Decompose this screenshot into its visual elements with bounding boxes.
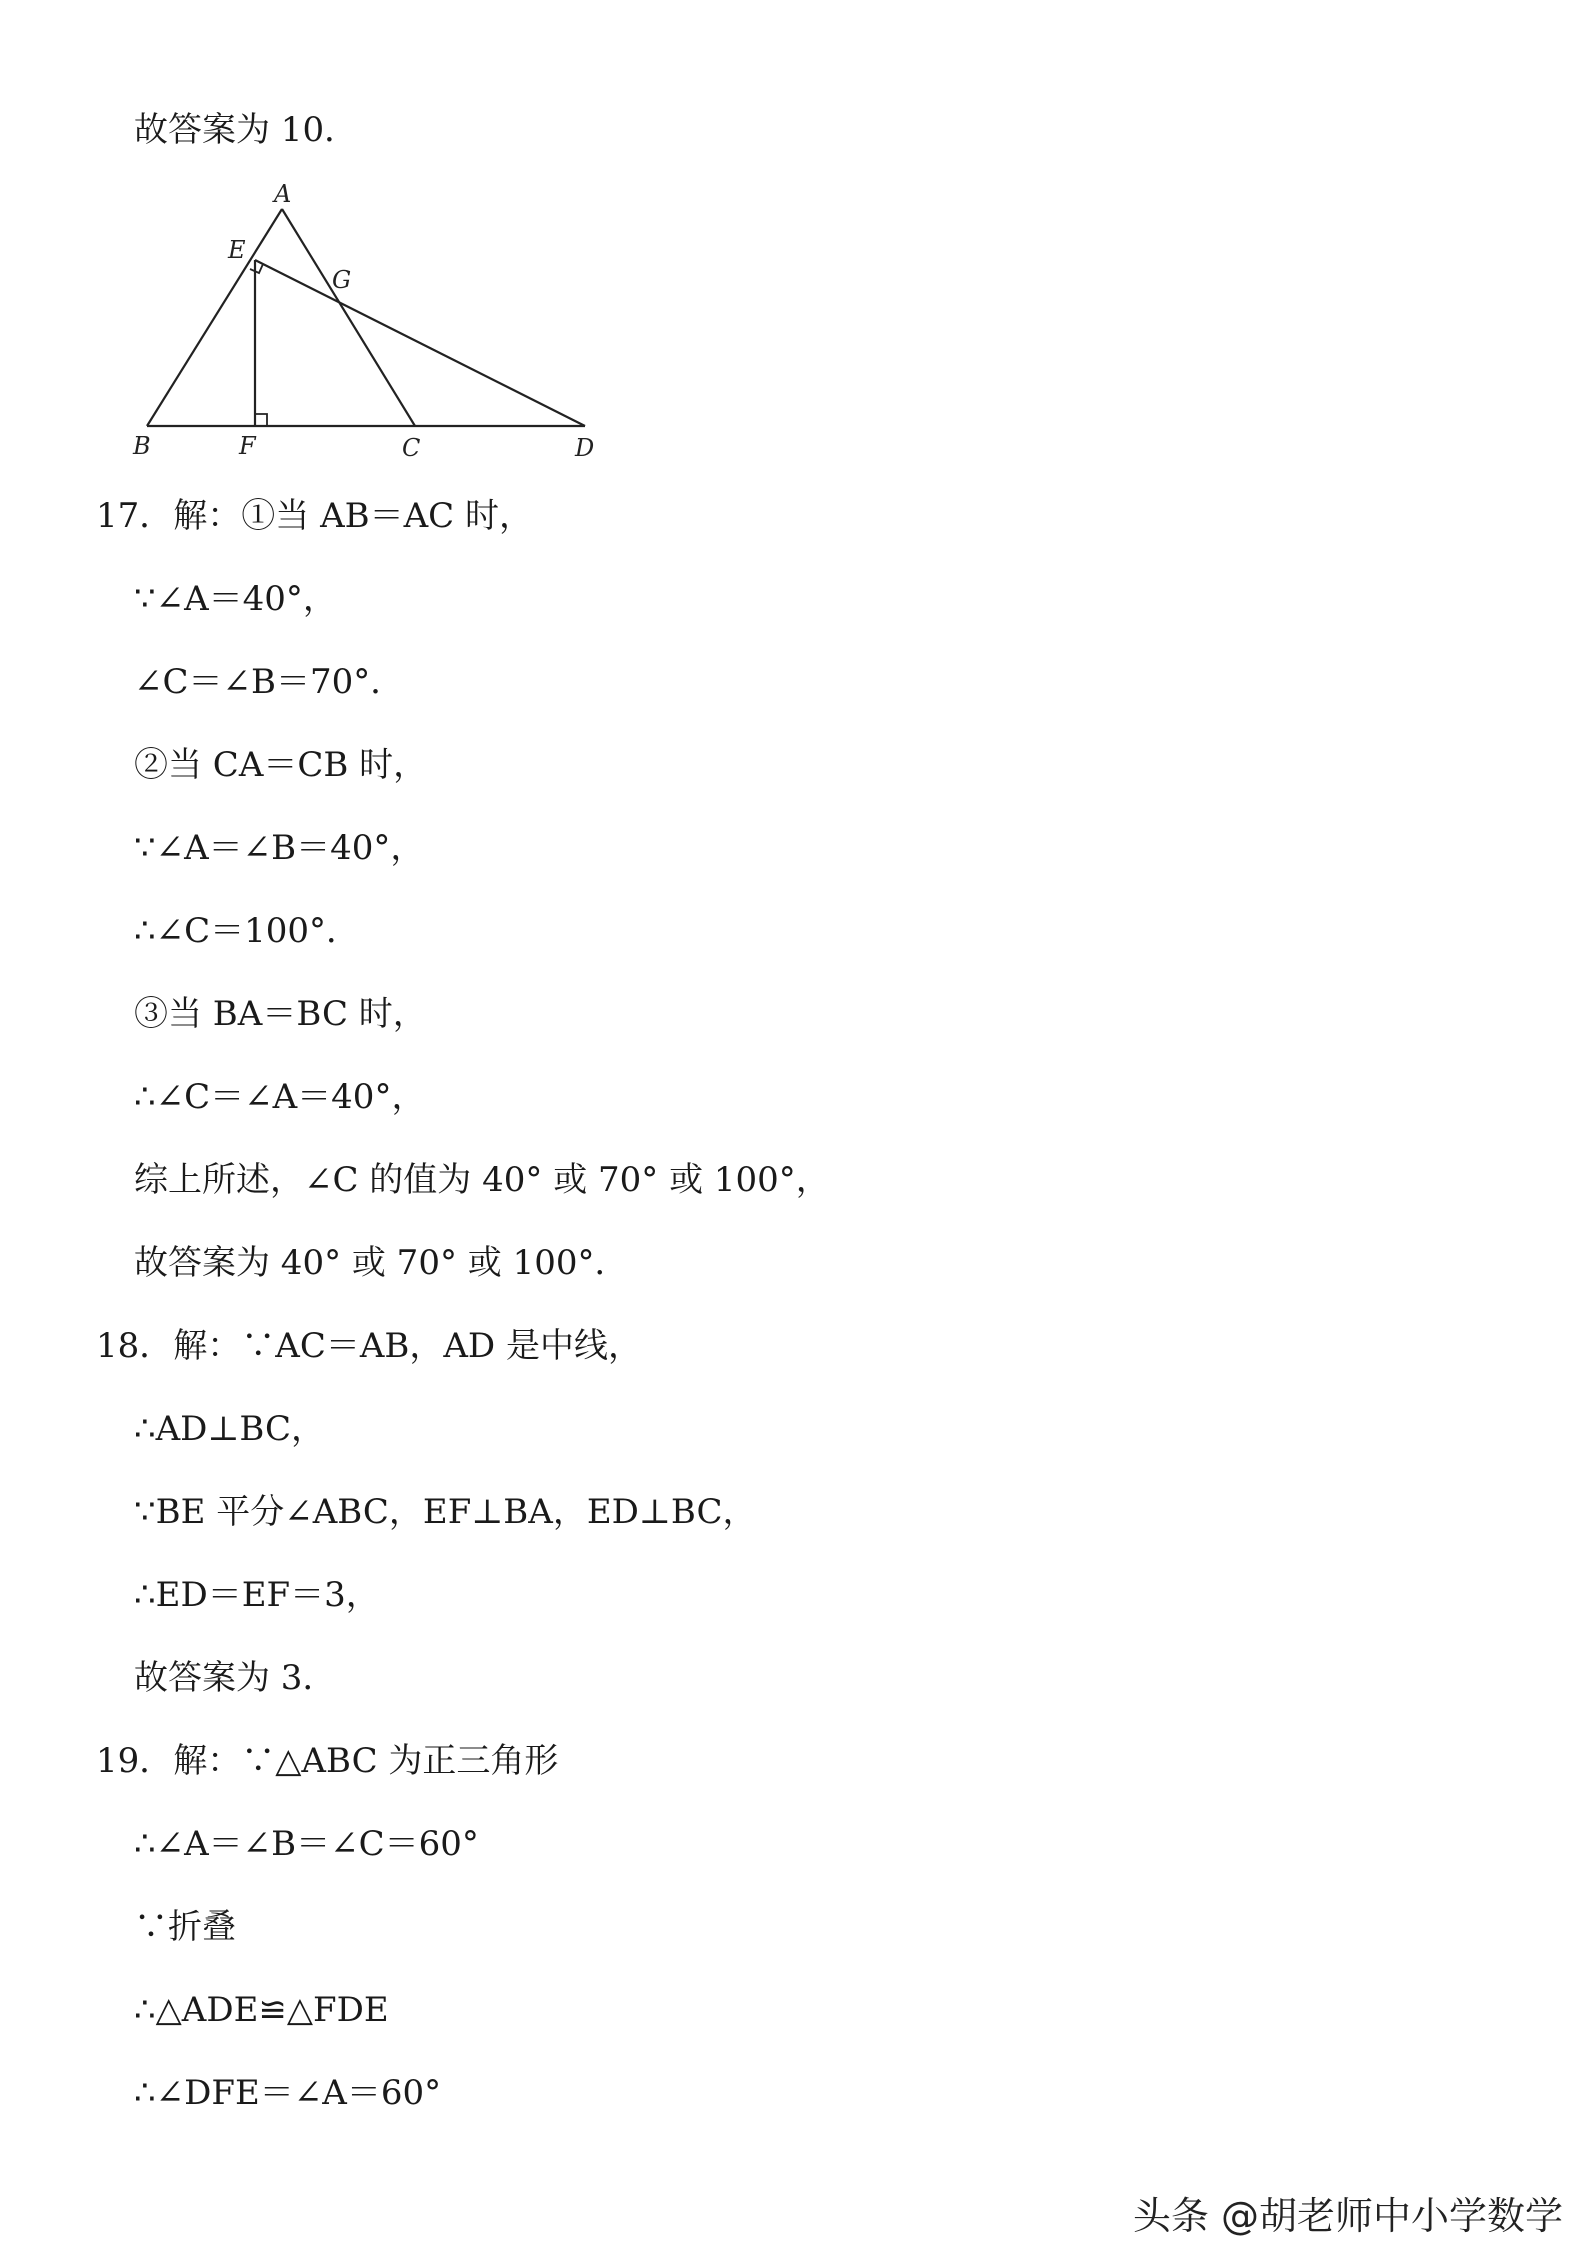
segment-ac [282,209,415,426]
label-d: D [575,434,595,462]
label-c: C [402,434,421,462]
segment-ab [147,209,282,426]
q19-line: ∴∠A＝∠B＝∠C＝60° [134,1824,479,1864]
q17-line: 综上所述，∠C 的值为 40° 或 70° 或 100°， [134,1160,830,1200]
q17-line: ∴∠C＝∠A＝40°， [134,1077,426,1117]
q18-line: ∵BE 平分∠ABC，EF⊥BA，ED⊥BC， [134,1492,757,1532]
segment-ed [255,260,585,426]
triangle-figure [125,180,605,470]
label-f: F [239,432,256,460]
q19-line: ∵折叠 [134,1907,236,1947]
label-e: E [228,236,246,264]
q17-line: ②当 CA＝CB 时， [134,745,428,785]
q19-line: ∴∠DFE＝∠A＝60° [134,2073,442,2113]
q18-line: 故答案为 3． [134,1658,337,1698]
q17-line: 故答案为 40° 或 70° 或 100°． [134,1243,629,1283]
q17-line: ③当 BA＝BC 时， [134,994,427,1034]
q17-line: ∠C＝∠B＝70°． [134,662,405,702]
q17-line: ∴∠C＝100°． [134,911,361,951]
q19-header: 19．解：∵△ABC 为正三角形 [96,1741,559,1781]
q18-header: 18．解：∵AC＝AB，AD 是中线， [96,1326,642,1366]
q18-line: ∴AD⊥BC， [134,1409,326,1449]
watermark: 头条 @胡老师中小学数学 [1132,2194,1563,2238]
label-b: B [133,432,151,460]
label-g: G [332,266,352,294]
right-angle-mark-e [250,264,263,273]
q19-line: ∴△ADE≌△FDE [134,1990,389,2030]
q18-line: ∴ED＝EF＝3， [134,1575,380,1615]
q17-line: ∵∠A＝40°， [134,579,337,619]
q17-header: 17．解：①当 AB＝AC 时， [96,496,533,536]
right-angle-mark-f [255,414,267,426]
label-a: A [274,180,292,208]
q17-line: ∵∠A＝∠B＝40°， [134,828,425,868]
answer-line: 故答案为 10． [134,110,359,150]
